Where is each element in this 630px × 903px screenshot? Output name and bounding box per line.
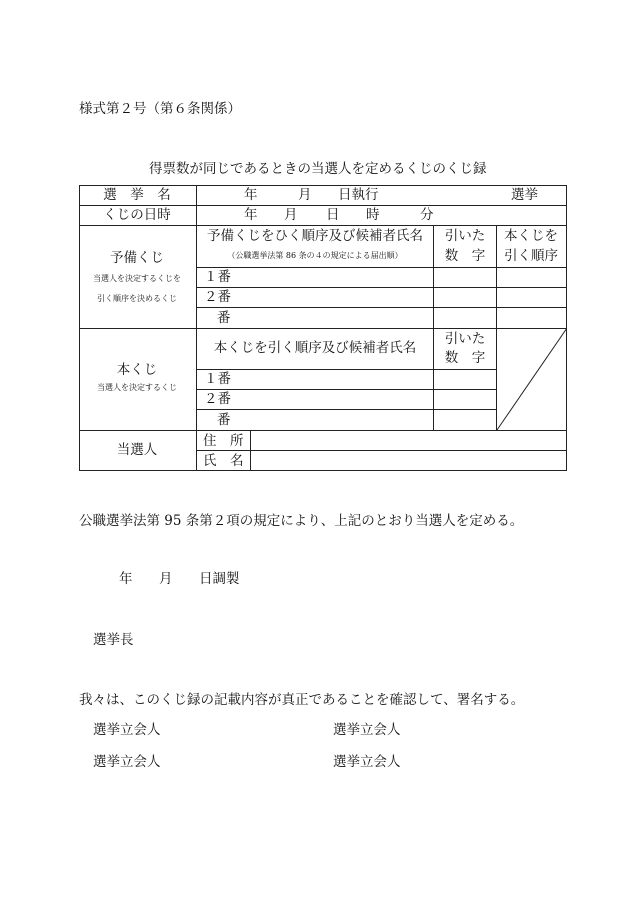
label-lottery-datetime: くじの日時 — [103, 207, 171, 223]
hon-row-2: ２番 — [204, 391, 231, 407]
row1-year: 年 — [244, 187, 258, 203]
yobi-desc-line2: 引く順序を決めるくじ — [97, 294, 177, 303]
hon-row-3: 番 — [217, 412, 231, 428]
yobi-row-1: １番 — [204, 269, 231, 285]
hon-col-drawn-line1: 引いた — [444, 331, 486, 347]
diagonal-slash — [497, 328, 567, 430]
kuji-record-table — [79, 185, 567, 471]
yobi-title: 予備くじ — [110, 250, 164, 266]
row1-day-executed: 日執行 — [338, 187, 379, 203]
yobi-col-order-line2: 引く順序 — [504, 248, 558, 264]
election-chairman: 選挙長 — [93, 632, 134, 648]
winner-label: 当選人 — [116, 442, 158, 458]
yobi-col-order-line1: 本くじを — [504, 228, 558, 244]
date-year: 年 — [119, 571, 133, 587]
hon-col-header: 本くじを引く順序及び候補者氏名 — [213, 340, 417, 356]
document-title: 得票数が同じであるときの当選人を定めるくじのくじ録 — [149, 161, 487, 177]
date-day-prepared: 日調製 — [199, 571, 240, 587]
label-election-name: 選 挙 名 — [103, 187, 171, 203]
confirmation-text: 我々は、このくじ録の記載内容が真正であることを確認して、署名する。 — [79, 692, 525, 708]
yobi-col-header: 予備くじをひく順序及び候補者氏名 — [207, 228, 423, 244]
row2-month: 月 — [284, 207, 298, 223]
yobi-col-drawn-line1: 引いた — [444, 228, 486, 244]
witness-3: 選挙立会人 — [93, 754, 161, 770]
date-month: 月 — [159, 571, 173, 587]
hon-row-1: １番 — [204, 371, 231, 387]
yobi-row-3: 番 — [217, 310, 231, 326]
row2-year: 年 — [244, 207, 258, 223]
hon-desc: 当選人を決定するくじ — [97, 383, 177, 392]
form-number: 様式第２号（第６条関係） — [79, 101, 241, 117]
hon-title: 本くじ — [116, 362, 158, 378]
hon-col-drawn-line2: 数 字 — [444, 350, 486, 366]
witness-4: 選挙立会人 — [333, 754, 401, 770]
row1-month: 月 — [298, 187, 312, 203]
yobi-col-note: （公職選挙法第 86 条の４の規定による届出順） — [227, 251, 403, 260]
witness-1: 選挙立会人 — [93, 722, 161, 738]
winner-name-label: 氏 名 — [203, 453, 244, 469]
yobi-row-2: ２番 — [204, 289, 231, 305]
yobi-desc-line1: 当選人を決定するくじを — [93, 274, 181, 283]
row2-day: 日 — [326, 207, 340, 223]
row2-minute: 分 — [420, 207, 434, 223]
yobi-col-drawn-line2: 数 字 — [444, 248, 486, 264]
witness-2: 選挙立会人 — [333, 722, 401, 738]
row2-hour: 時 — [366, 207, 380, 223]
row1-election: 選挙 — [511, 187, 538, 203]
statement-text: 公職選挙法第 95 条第２項の規定により、上記のとおり当選人を定める。 — [79, 513, 524, 529]
winner-address-label: 住 所 — [203, 433, 244, 449]
